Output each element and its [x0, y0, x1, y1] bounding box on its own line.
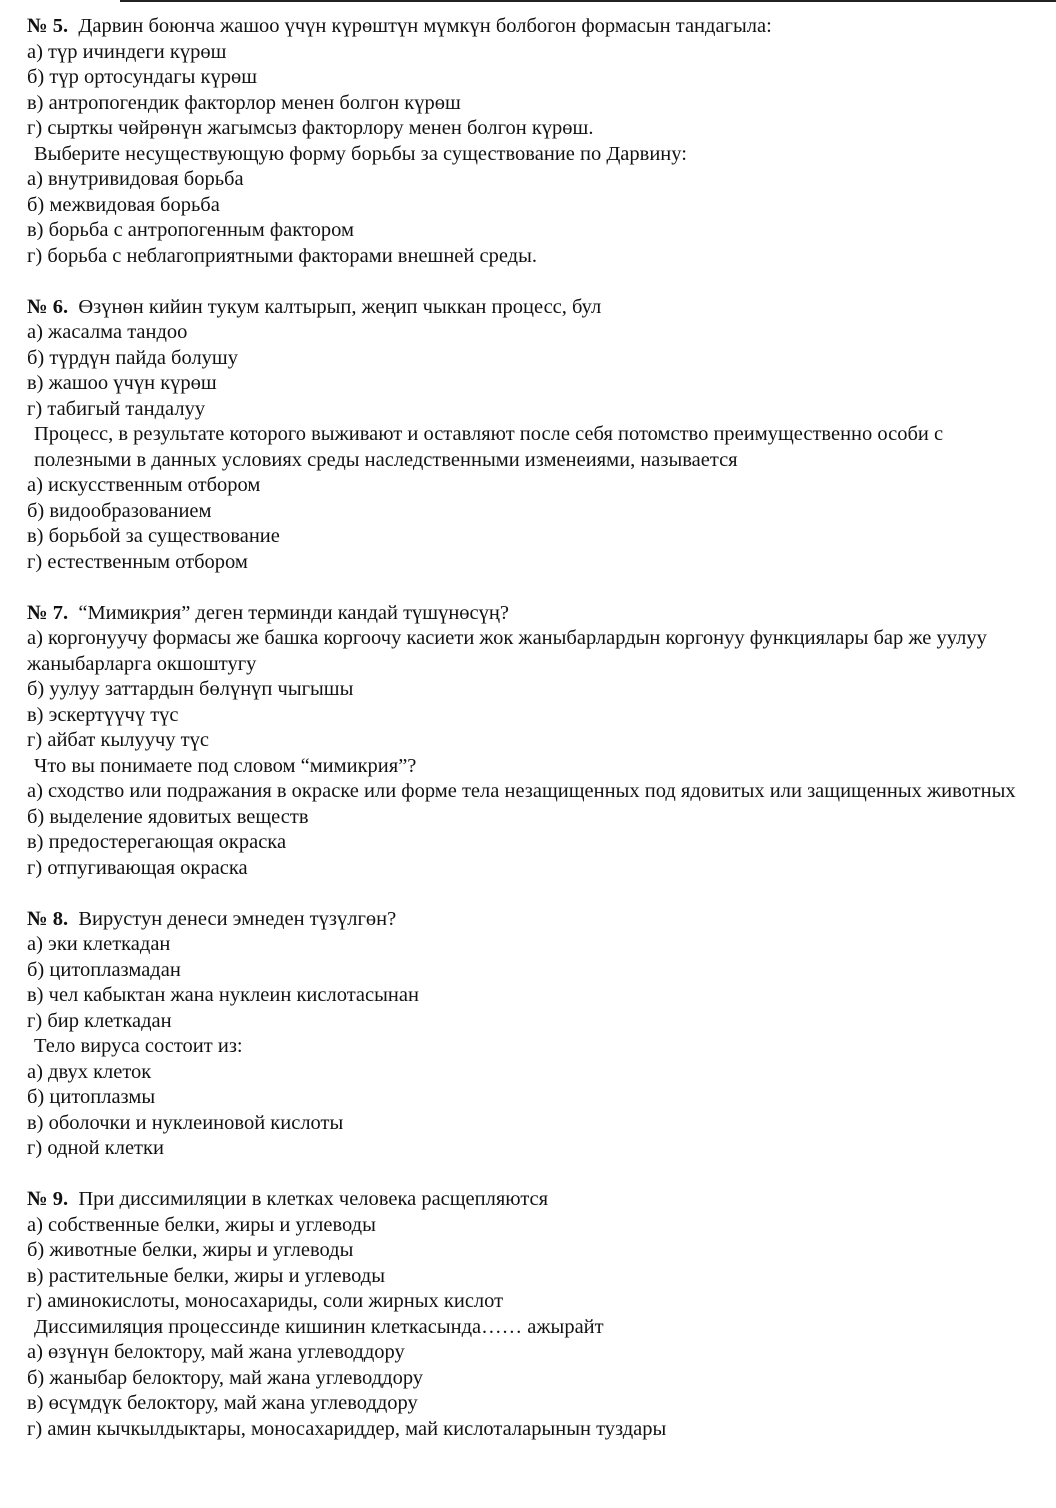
answer-option: б) животные белки, жиры и углеводы: [27, 1239, 354, 1261]
test-sheet: [27, 14, 1037, 1442]
answer-option: г) бир клеткадан: [27, 1009, 172, 1032]
question-header: [27, 907, 1037, 933]
answer-option: а) внутривидовая борьба: [27, 168, 244, 190]
answer-option: г) естественным отбором: [27, 550, 248, 573]
question-number: № 9.: [27, 1188, 69, 1210]
answer-option: б) түрдүн пайда болушу: [27, 346, 238, 369]
answer-option: в) оболочки и нуклеиновой кислоты: [27, 1111, 344, 1134]
question-prompt-ky: Дарвин боюнча жашоо үчүн күрөштүн мүмкүн болбогон формасын тандагыла:: [78, 15, 772, 37]
answer-option: б) цитоплазмы: [27, 1086, 156, 1108]
question-number: № 5.: [27, 15, 69, 37]
answer-option: г) айбат кылуучу түс: [27, 729, 209, 751]
answer-option: в) борьбой за существование: [27, 525, 280, 547]
answer-option: а) жасалма тандоо: [27, 321, 188, 343]
answer-option: г) табигый тандалуу: [27, 397, 206, 420]
answer-option: в) чел кабыктан жана нуклеин кислотасынан: [27, 984, 419, 1006]
question-prompt-ru: Тело вируса состоит из:: [34, 1035, 243, 1057]
answer-option: б) цитоплазмадан: [27, 958, 181, 981]
answer-option: в) эскертүүчү түс: [27, 703, 179, 726]
question-number: № 7.: [27, 601, 69, 624]
answer-option: б) межвидовая борьба: [27, 193, 220, 216]
question-prompt-ru: Диссимиляция процессинде кишинин клеткасында…… ажырайт: [34, 1315, 604, 1338]
answer-option: г) сырткы чөйрөнүн жагымсыз факторлору менен болгон күрөш.: [27, 117, 594, 139]
answer-option: в) антропогендик факторлор менен болгон күрөш: [27, 91, 461, 114]
answer-option: г) аминокислоты, моносахариды, соли жирных кислот: [27, 1290, 504, 1312]
answer-option: г) амин кычкылдыктары, моносахариддер, май кислоталарынын туздары: [27, 1417, 667, 1440]
answer-option: б) уулуу заттардын бөлүнүп чыгышы: [27, 678, 354, 700]
answer-option: а) эки клеткадан: [27, 933, 171, 955]
answer-option: г) борьба с неблагоприятными факторами внешней среды.: [27, 244, 538, 267]
question-prompt-ru: Процесс, в результате которого выживают и оставляют после себя потомство преимущественно особи с полезными в данных условиях среды наследственными изменеиями, называется: [34, 423, 944, 471]
answer-option: г) отпугивающая окраска: [27, 856, 248, 879]
question-header: [27, 601, 1037, 627]
top-rule: [120, 0, 1056, 2]
answer-option: в) өсүмдүк белоктору, май жана углеводдору: [27, 1392, 418, 1414]
question-prompt-ru: Что вы понимаете под словом “мимикрия”?: [34, 754, 417, 777]
question-number: № 6.: [27, 295, 69, 318]
question-header: [27, 295, 1037, 321]
spacer: [27, 575, 1037, 601]
answer-option: а) түр ичиндеги күрөш: [27, 40, 227, 63]
question-7: [27, 601, 1037, 882]
answer-option: в) борьба с антропогенным фактором: [27, 219, 354, 241]
question-header: [27, 14, 1037, 40]
answer-option: в) растительные белки, жиры и углеводы: [27, 1264, 386, 1287]
question-6: [27, 295, 1037, 576]
answer-option: б) выделение ядовитых веществ: [27, 805, 309, 828]
question-prompt-ky: “Мимикрия” деген терминди кандай түшүнөсүң?: [78, 601, 509, 624]
question-5: [27, 14, 1037, 269]
question-prompt-ky: Вирустун денеси эмнеден түзүлгөн?: [78, 907, 397, 930]
answer-option: в) предостерегающая окраска: [27, 831, 287, 853]
answer-option: б) видообразованием: [27, 499, 212, 522]
answer-option: б) түр ортосундагы күрөш: [27, 66, 258, 88]
question-header: [27, 1187, 1037, 1213]
answer-option: а) сходство или подражания в окраске или форме тела незащищенных под ядовитых или защищенных животных: [27, 780, 1016, 802]
question-9: [27, 1187, 1037, 1442]
question-number: № 8.: [27, 907, 69, 930]
spacer: [27, 269, 1037, 295]
question-8: [27, 907, 1037, 1162]
answer-option: а) өзүнүн белоктору, май жана углеводдору: [27, 1341, 405, 1363]
answer-option: а) двух клеток: [27, 1060, 152, 1083]
question-prompt-ru: Выберите несуществующую форму борьбы за существование по Дарвину:: [34, 142, 687, 165]
answer-option: а) искусственным отбором: [27, 474, 261, 496]
answer-option: г) одной клетки: [27, 1137, 164, 1159]
answer-option: а) собственные белки, жиры и углеводы: [27, 1213, 376, 1236]
question-prompt-ky: Өзүнөн кийин тукум калтырып, жеңип чыккан процесс, бул: [78, 295, 602, 318]
spacer: [27, 881, 1037, 907]
answer-option: а) коргонуучу формасы же башка коргоочу касиети жок жаныбарлардын коргонуу функциялары бар же уулуу жаныбарларга окшоштугу: [27, 627, 987, 675]
question-prompt-ky: При диссимиляции в клетках человека расщепляются: [78, 1188, 549, 1210]
spacer: [27, 1162, 1037, 1188]
answer-option: б) жаныбар белоктору, май жана углеводдору: [27, 1366, 424, 1389]
answer-option: в) жашоо үчүн күрөш: [27, 372, 217, 394]
